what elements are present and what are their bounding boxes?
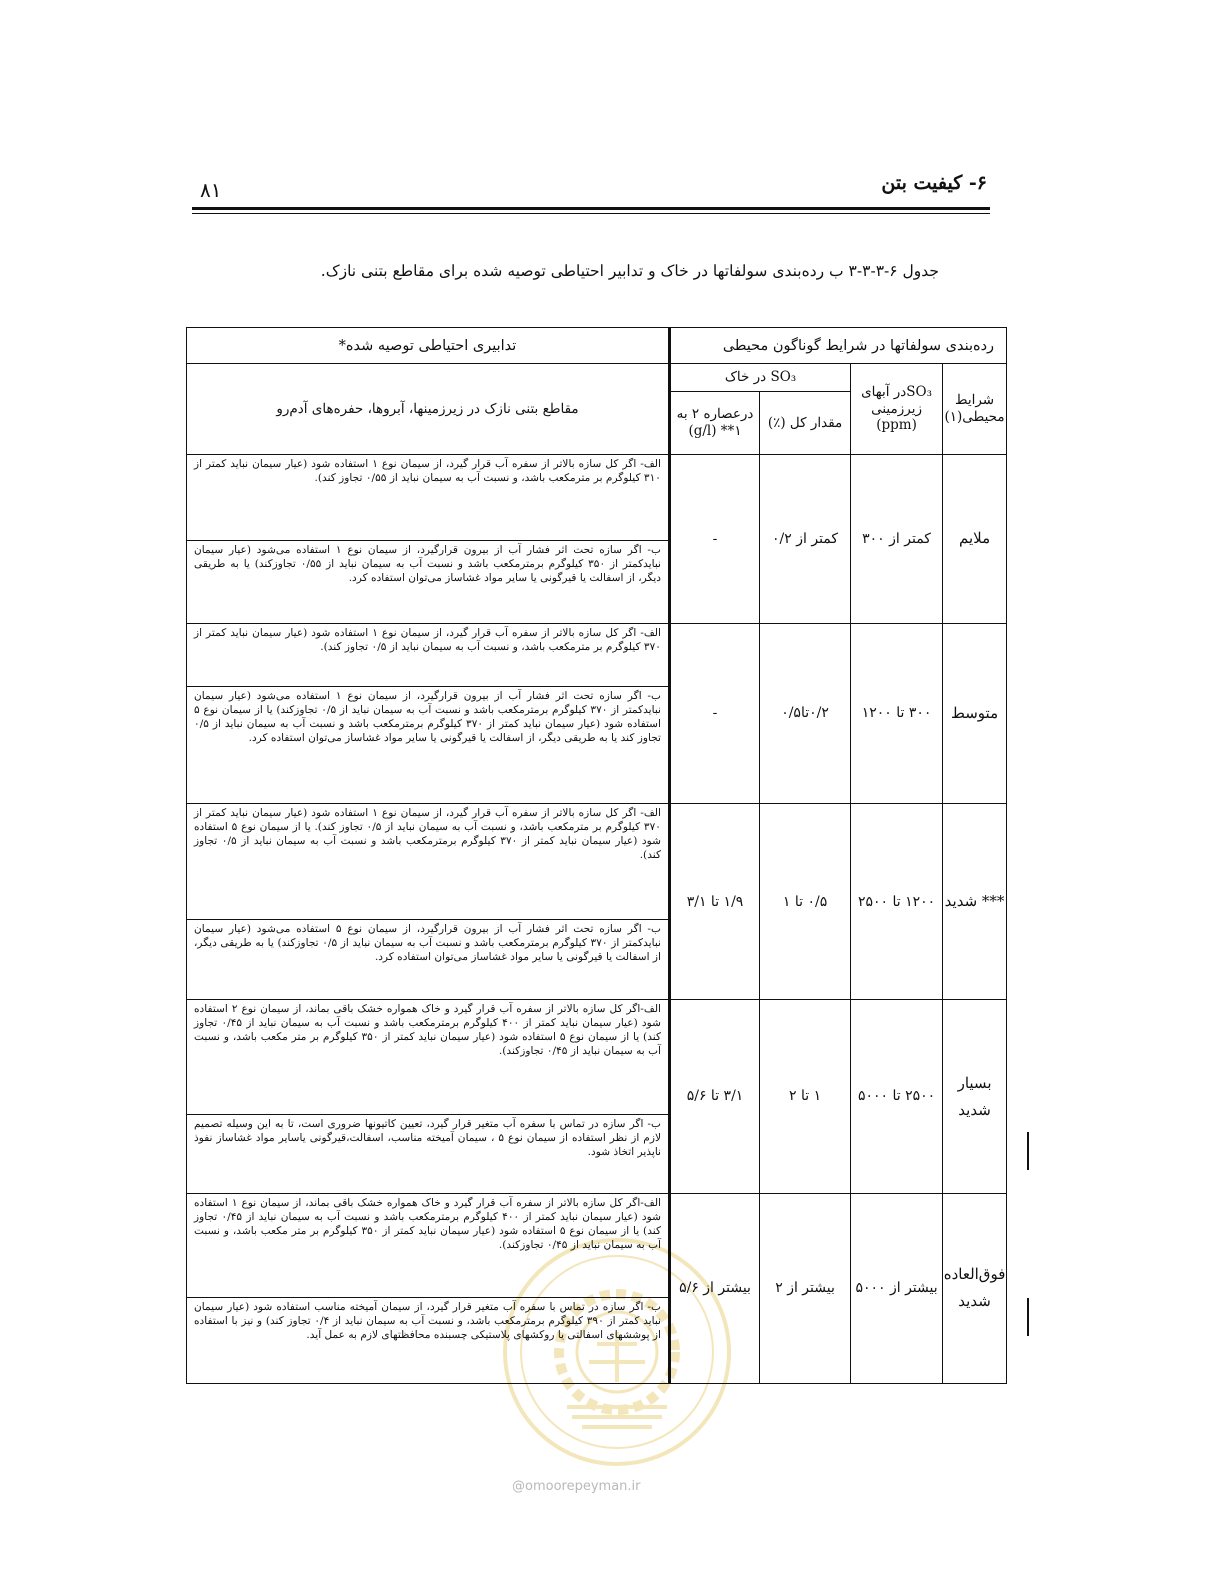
- soil-total-cell: ۱ تا ۲: [760, 1000, 851, 1193]
- header-classification: رده‌بندی سولفاتها در شرایط گوناگون محیطی: [670, 328, 1007, 364]
- recommendation-a: الف- اگر کل سازه بالاتر از سفره آب قرار گیرد، از سیمان نوع ۱ استفاده شود (عیار سیمان نباید کمتر از ۳۷۰ کیلوگرم بر مترمکعب باشد، و نسبت آب به سیمان نباید از ۰/۵ تجاوز کند). یا از سیمان نوع ۵ استفاده شود (عیار سیمان نباید کمتر از ۳۷۰ کیلوگرم برمترمکعب باشد و نسبت آب به سیمان نباید از ۰/۵ تجاوز کند).: [187, 804, 670, 920]
- soil-total-cell: ۰/۵ تا ۱: [760, 804, 851, 1000]
- header-environment: شرایط محیطی(۱): [943, 364, 1007, 455]
- recommendation-b: ب- اگر سازه تحت اثر فشار آب از بیرون قرارگیرد، از سیمان نوع ۵ استفاده می‌شود (عیار سیمان نبایدکمتر از ۳۷۰ کیلوگرم برمترمکعب باشد و نسبت آب به سیمان نباید از ۰/۵ تجاوزکند) یا به طریقی دیگر، از اسفالت یا قیرگونی یا سایر مواد غشاساز می‌توان استفاده کرد.: [187, 919, 670, 1000]
- soil-total-cell: کمتر از ۰/۲: [760, 454, 851, 623]
- margin-change-bar: [1027, 1298, 1029, 1336]
- soil-extract-cell: -: [670, 454, 760, 623]
- header-groundwater: SO₃در آبهای زیرزمینی (ppm): [851, 364, 943, 455]
- recommendation-b: ب- اگر سازه تحت اثر فشار آب از بیرون قرارگیرد، از سیمان نوع ۱ استفاده می‌شود (عیار سیمان نبایدکمتر از ۳۵۰ کیلوگرم برمترمکعب باشد و نسبت آب به سیمان نباید از ۰/۵۵ تجاوزکند) یا به طریقی دیگر، از اسفالت یا قیرگونی یا سایر مواد غشاساز می‌توان استفاده کرد.: [187, 541, 670, 624]
- recommendation-a: الف- اگر کل سازه بالاتر از سفره آب قرار گیرد، از سیمان نوع ۱ استفاده شود (عیار سیمان نباید کمتر از ۳۷۰ کیلوگرم بر مترمکعب باشد، و نسبت آب به سیمان نباید از ۰/۵ تجاوز کند).: [187, 623, 670, 686]
- soil-total-cell: ۰/۲تا۰/۵: [760, 623, 851, 803]
- header-thin-sections: مقاطع بتنی نازک در زیرزمینها، آبروها، حفره‌های آدم‌رو: [187, 364, 670, 455]
- recommendation-a: الف-اگر کل سازه بالاتر از سفره آب قرار گیرد و خاک همواره خشک باقی بماند، از سیمان نوع ۱ استفاده شود (عیار سیمان نباید کمتر از ۴۰۰ کیلوگرم برمترمکعب باشد و نسبت آب به سیمان نباید از ۰/۴۵ تجاوز کند) یا از سیمان نوع ۵ استفاده شود (عیار سیمان نباید کمتر از ۳۵۰ کیلوگرم بر متر مکعب باشد، و نسبت آب به سیمان نباید از ۰/۴۵ تجاوزکند).: [187, 1193, 670, 1298]
- groundwater-cell: ۳۰۰ تا ۱۲۰۰: [851, 623, 943, 803]
- page-number: ۸۱: [200, 178, 222, 202]
- soil-total-cell: بیشتر از ۲: [760, 1193, 851, 1383]
- soil-extract-cell: ۳/۱ تا ۵/۶: [670, 1000, 760, 1193]
- sulfate-classification-table: [186, 327, 1007, 1384]
- recommendation-b: ب- اگر سازه در تماس با سفره آب متغیر قرار گیرد، تعیین کاتیونها ضروری است، تا به این وسیله تصمیم لازم از نظر استفاده از سیمان نوع ۵ ، سیمان آمیخته مناسب، اسفالت،قیرگونی یاسایر مواد غشاساز نفوذ ناپذیر اتخاذ شود.: [187, 1115, 670, 1194]
- watermark-url: @omoorepeyman.ir: [512, 1479, 641, 1494]
- header-soil: SO₃ در خاک: [670, 364, 851, 392]
- condition-cell: فوق‌العاده شدید: [943, 1193, 1007, 1383]
- header-soil-total: مقدار کل (٪): [760, 392, 851, 454]
- condition-cell: ملایم: [943, 454, 1007, 623]
- margin-change-bar: [1027, 1132, 1029, 1170]
- recommendation-a: الف- اگر کل سازه بالاتر از سفره آب قرار گیرد، از سیمان نوع ۱ استفاده شود (عیار سیمان نباید کمتر از ۳۱۰ کیلوگرم بر مترمکعب باشد، و نسبت آب به سیمان نباید از ۰/۵۵ تجاوز کند).: [187, 454, 670, 541]
- recommendation-b: ب- اگر سازه در تماس با سفره آب متغیر قرار گیرد، از سیمان آمیخته مناسب استفاده شود (عیار سیمان نباید کمتر از ۳۹۰ کیلوگرم برمترمکعب باشد، و نسبت آب به سیمان نباید از ۰/۴ تجاوز کند) و نیز با استفاده از پوششهای اسفالتی یا روکشهای پلاستیکی چسبنده محافظتهای لازم به عمل آید.: [187, 1298, 670, 1384]
- header-rule-thin: [192, 213, 990, 214]
- condition-cell: *** شدید: [943, 804, 1007, 1000]
- groundwater-cell: کمتر از ۳۰۰: [851, 454, 943, 623]
- condition-cell: بسیار شدید: [943, 1000, 1007, 1193]
- groundwater-cell: ۲۵۰۰ تا ۵۰۰۰: [851, 1000, 943, 1193]
- condition-cell: متوسط: [943, 623, 1007, 803]
- chapter-title: ۶- کیفیت بتن: [881, 172, 987, 194]
- recommendation-a: الف-اگر کل سازه بالاتر از سفره آب قرار گیرد و خاک همواره خشک باقی بماند، از سیمان نوع ۲ استفاده شود (عیار سیمان نباید کمتر از ۴۰۰ کیلوگرم برمترمکعب باشد و نسبت آب به سیمان نباید از ۰/۴۵ تجاوز کند) یا از سیمان نوع ۵ استفاده شود (عیار سیمان نباید کمتر از ۳۵۰ کیلوگرم بر متر مکعب باشد، و نسبت آب به سیمان نباید از ۰/۴۵ تجاوزکند).: [187, 1000, 670, 1115]
- soil-extract-cell: بیشتر از ۵/۶: [670, 1193, 760, 1383]
- soil-extract-cell: ۱/۹ تا ۳/۱: [670, 804, 760, 1000]
- soil-extract-cell: -: [670, 623, 760, 803]
- recommendation-b: ب- اگر سازه تحت اثر فشار آب از بیرون قرارگیرد، از سیمان نوع ۱ استفاده می‌شود (عیار سیمان نبایدکمتر از ۳۷۰ کیلوگرم برمترمکعب باشد و نسبت آب به سیمان نباید از ۰/۵ تجاوزکند) یا از سیمان نوع ۵ استفاده شود (عیار سیمان نباید کمتر از ۳۷۰ کیلوگرم برمترمکعب باشد و نسبت آب به سیمان نباید از ۰/۵ تجاوز کند یا به طریقی دیگر، از اسفالت یا قیرگونی یا سایر مواد غشاساز می‌توان استفاده کرد.: [187, 687, 670, 804]
- header-soil-extract: درعصاره ۲ به ۱** (g/l): [670, 392, 760, 454]
- groundwater-cell: ۱۲۰۰ تا ۲۵۰۰: [851, 804, 943, 1000]
- header-rule-thick: [192, 207, 990, 210]
- header-measures: تدابیری احتیاطی توصیه شده*: [187, 328, 670, 364]
- table-caption: جدول ۶-۳-۳-۳ ب رده‌بندی سولفاتها در خاک و تدابیر احتیاطی توصیه شده برای مقاطع بتنی نازک.: [320, 262, 939, 280]
- groundwater-cell: بیشتر از ۵۰۰۰: [851, 1193, 943, 1383]
